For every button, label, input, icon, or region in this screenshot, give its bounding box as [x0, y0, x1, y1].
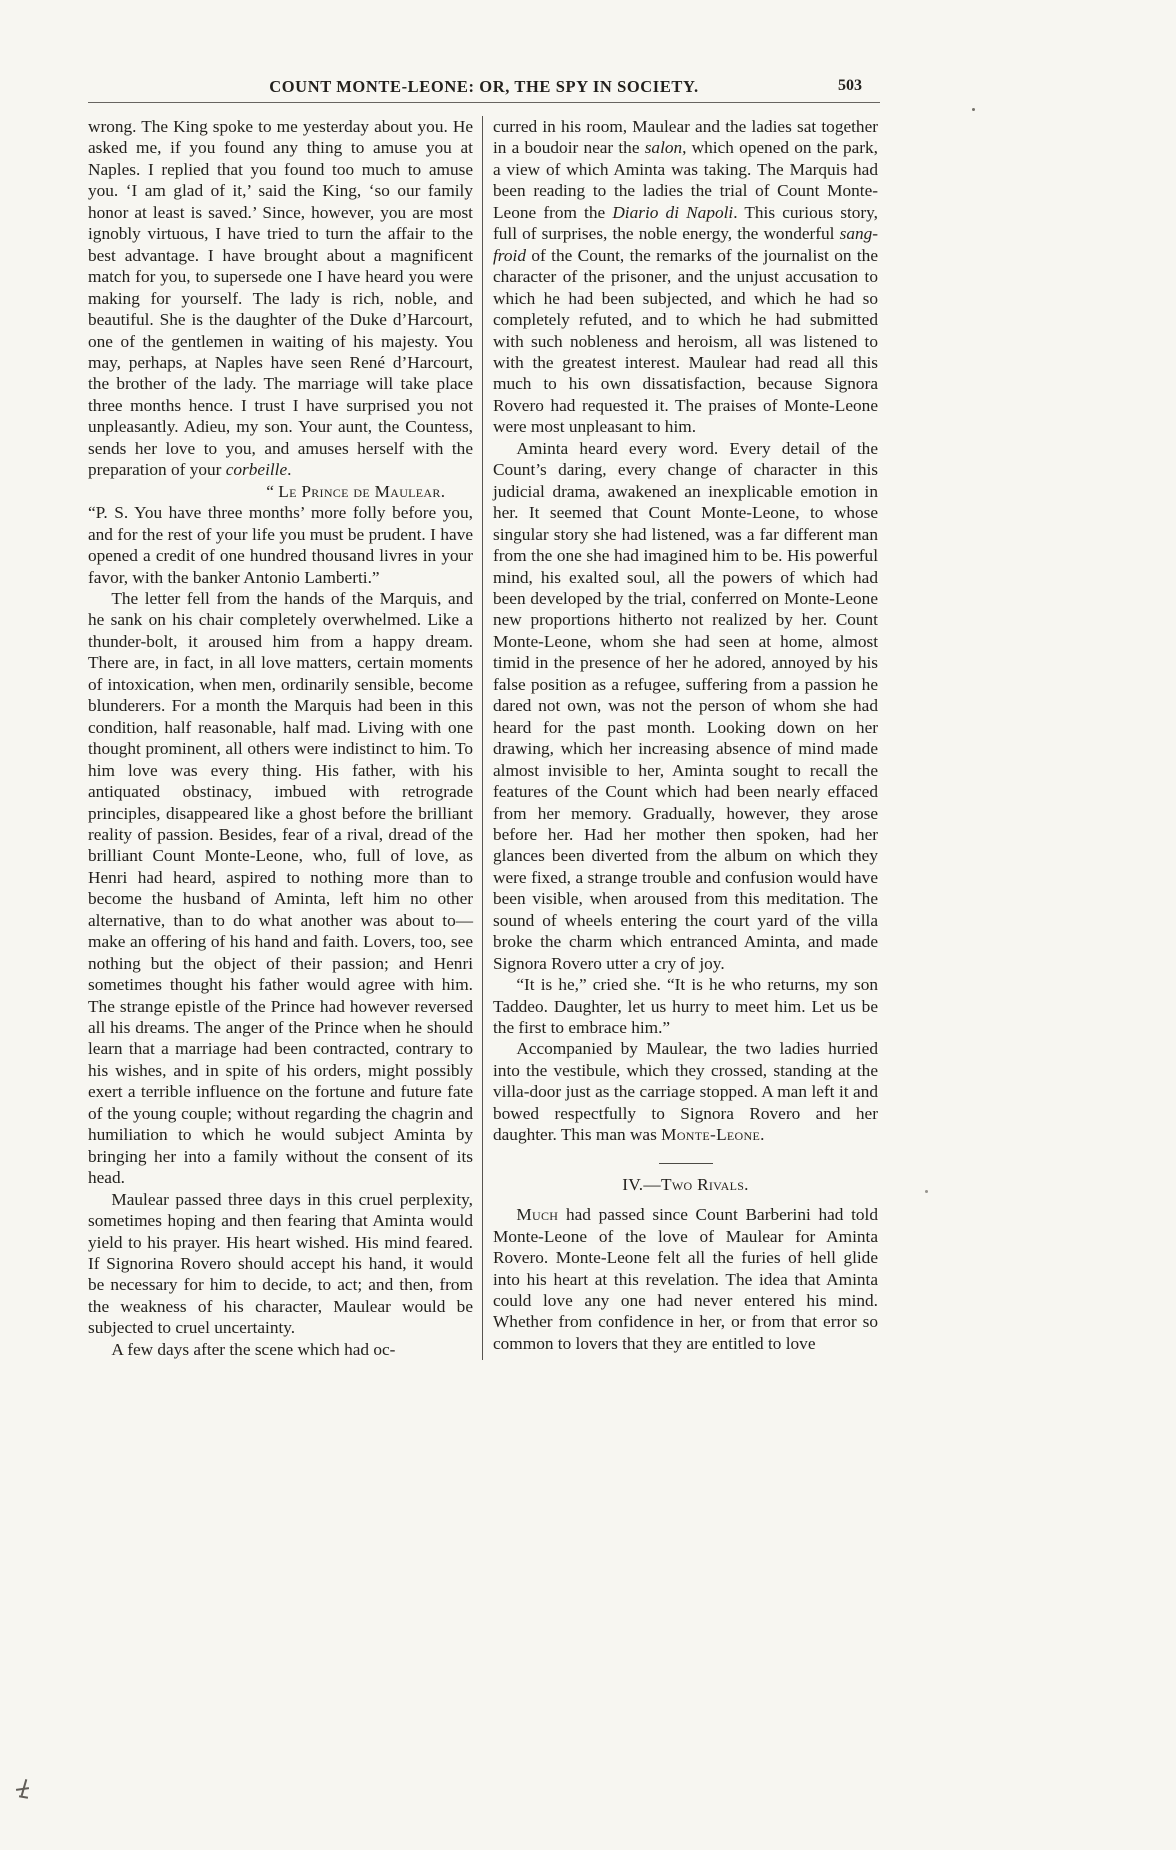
chapter-heading: IV.—Two Rivals. [622, 1174, 749, 1194]
body-paragraph: A few days after the scene which had oc- [111, 1339, 396, 1359]
scan-speck [925, 1190, 928, 1193]
letter-continuation-paragraph: wrong. The King spoke to me yesterday about you. He asked me, if you found any thing to amuse you at Naples. I replied that you found too much to amuse you. ‘I am glad of it,’ said the King, ‘so our family honor at least is saved.’ Since, however, you are most ignobly virtuous, I have tried to turn the affair to the best advantage. I have brought about a magnificent match for you, to supersede one I have heard you were making for yourself. The lady is rich, noble, and beautiful. She is the daughter of the Duke d’Harcourt, one of the gentlemen in waiting of his majesty. You may, perhaps, at Naples have seen René d’Harcourt, the brother of the lady. The marriage will take place three months hence. I trust I have surprised you not unpleasantly. Adieu, my son. Your aunt, the Countess, sends her love to you, and amuses herself with the preparation of your corbeille. [88, 117, 473, 480]
page-number: 503 [838, 77, 862, 94]
page-content [88, 76, 880, 1360]
scan-speck [972, 108, 975, 111]
pencil-mark-artifact [16, 1778, 32, 1802]
right-column [483, 116, 878, 1360]
body-paragraph: Maulear passed three days in this cruel perplexity, sometimes hoping and then fearing that Aminta would yield to his prayer. His heart wished. His mind feared. If Signorina Rovero should accept his hand, it would be necessary for him to decide, to act; and then, from the weakness of his character, Maulear would be subjected to cruel uncertainty. [88, 1189, 473, 1338]
chapter-opening-paragraph: Much had passed since Count Barberini had told Monte-Leone of the love of Maulear for Aminta Rovero. Monte-Leone felt all the furies of hell glide into his heart at this revelation. The idea that Aminta could love any one had never entered his mind. Whether from confidence in her, or from that error so common to lovers that they are entitled to love [493, 1205, 878, 1353]
section-divider [659, 1163, 713, 1164]
body-paragraph: Aminta heard every word. Every detail of the Count’s daring, every change of character in this judicial drama, awakened an inexplicable emotion in her. It seemed that Count Monte-Leone, to whose singular story she had listened, was a far different man from the one she had imagined him to be. His powerful mind, his exalted soul, all the powers of which had been developed by the trial, conferred on Monte-Leone new proportions hitherto not realized by her. Count Monte-Leone, whom she had seen at home, almost timid in the presence of her he adored, annoyed by his false position as a refugee, suffering from a passion he dared not own, was not the person of whom she had heard for the past month. Looking down on her drawing, which her increasing absence of mind made almost invisible to her, Aminta sought to recall the features of the Count which had been nearly effaced from her memory. Gradually, however, they arose before her. Had her mother then spoken, had her glances been diverted from the album on which they were fixed, a strange trouble and confusion would have been visible, when aroused from this meditation. The sound of wheels entering the court yard of the villa broke the charm which entranced Aminta, and made Signora Rovero utter a cry of joy. [493, 438, 878, 973]
running-head [88, 76, 880, 103]
page-title: COUNT MONTE-LEONE: OR, THE SPY IN SOCIETY. [269, 77, 699, 96]
letter-postscript: “P. S. You have three months’ more folly before you, and for the rest of your life you must be prudent. I have opened a credit of one hundred thousand livres in your favor, with the banker Antonio Lamberti.” [88, 503, 473, 587]
body-paragraph: The letter fell from the hands of the Marquis, and he sank on his chair completely overwhelmed. Like a thunder-bolt, it aroused him from a happy dream. There are, in fact, in all love matters, certain moments of intoxication, when men, ordinarily sensible, become blunderers. For a month the Marquis had been in this condition, half reasonable, half mad. Living with one thought prominent, all others were indistinct to him. To him love was every thing. His father, with his antiquated obstinacy, imbued with retrograde principles, disappeared like a ghost before the brilliant reality of passion. Besides, fear of a rival, dread of the brilliant Count Monte-Leone, who, full of love, as Henri had heard, aspired to nothing more than to become the husband of Aminta, left him no other alternative, than to do what another was about to—make an offering of his hand and faith. Lovers, too, see nothing but the object of their passion; and Henri sometimes thought his father would agree with him. The strange epistle of the Prince had however reversed all his dreams. The anger of the Prince when he should learn that a marriage had been contracted, contrary to his wishes, and in spite of his orders, might possibly exert a terrible influence on the fortune and future fate of the young couple; without regarding the chagrin and humiliation to which he would subject Aminta by bringing her into a family without the consent of its head. [88, 588, 473, 1188]
body-paragraph-continuation: curred in his room, Maulear and the ladies sat together in a boudoir near the salon, which opened on the park, a view of which Aminta was taking. The Marquis had been reading to the ladies the trial of Count Monte-Leone from the Diario di Napoli. This curious story, full of surprises, the noble energy, the wonderful sang-froid of the Count, the remarks of the journalist on the character of the prisoner, and the unjust accusation to which he had been subjected, and which he had so completely refuted, and to which he had submitted with such nobleness and heroism, all was listened to with the greatest interest. Maulear had read all this much to his own dissatisfaction, because Signora Rovero had requested it. The praises of Monte-Leone were most unpleasant to him. [493, 117, 879, 437]
left-column [88, 116, 482, 1360]
body-paragraph: Accompanied by Maulear, the two ladies hurried into the vestibule, which they crossed, standing at the villa-door just as the carriage stopped. A man left it and bowed respectfully to Signora Rovero and her daughter. This man was Monte-Leone. [493, 1039, 878, 1145]
dialogue-paragraph: “It is he,” cried she. “It is he who returns, my son Taddeo. Daughter, let us hurry to meet him. Let us be the first to embrace him.” [493, 975, 878, 1038]
two-column-text-block [88, 116, 880, 1360]
letter-signature: “ Le Prince de Maulear. [266, 481, 446, 501]
